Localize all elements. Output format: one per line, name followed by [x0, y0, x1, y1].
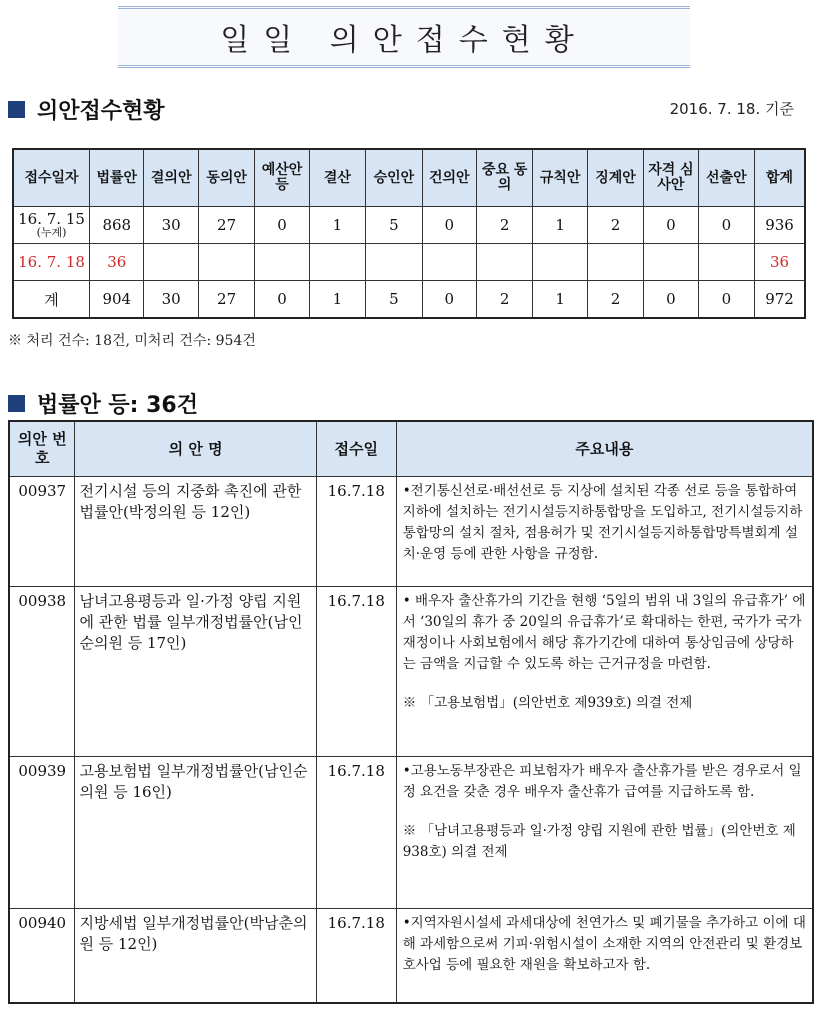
page-title: 일일 의안접수현황 [220, 23, 588, 58]
row-total-label: 계 [13, 281, 90, 319]
section-title: 의안접수현황 [37, 99, 165, 124]
bill-date: 16.7.18 [316, 909, 396, 1003]
col-header: 결산 [309, 149, 365, 207]
table-cell: 0 [644, 207, 698, 244]
table-cell: 1 [533, 281, 587, 319]
col-header: 징계안 [587, 149, 643, 207]
table-row [13, 244, 805, 281]
table-cell [255, 244, 309, 281]
table-cell [422, 244, 476, 281]
table-cell: 2 [587, 281, 643, 319]
table-cell [198, 244, 254, 281]
square-bullet-icon [8, 101, 25, 118]
col-header: 건의안 [422, 149, 476, 207]
col-header: 법률안 [90, 149, 144, 207]
table-row [13, 207, 805, 244]
bill-date: 16.7.18 [316, 757, 396, 909]
bill-summary: •고용노동부장관은 피보험자가 배우자 출산휴가를 받은 경우로서 일정 요건을 갖춘 경우 배우자 출산휴가 급여를 지급하도록 함. [402, 763, 802, 800]
col-header: 자격 심사안 [644, 149, 698, 207]
table-row [13, 281, 805, 319]
table-cell: 5 [366, 207, 422, 244]
bill-summary: • 배우자 출산휴가의 기간을 현행 ‘5일의 범위 내 3일의 유급휴가’ 에서 ‘30일의 휴가 중 20일의 유급휴가’로 확대하는 한편, 국가가 국가재정이나 사회보험에서 해당 휴가기간에 대하여 통상임금에 상당하는 금액을 지급할 수 있도록 하는 근거규정을 마련함. [402, 593, 806, 672]
col-header: 선출안 [698, 149, 754, 207]
summary-header-row [13, 149, 805, 207]
section-heading-bills [8, 388, 198, 419]
bills-table [8, 420, 814, 1004]
col-header: 예산안 등 [255, 149, 309, 207]
col-header: 접수일자 [13, 149, 90, 207]
reference-date: 2016. 7. 18. 기준 [669, 100, 794, 118]
table-row [9, 587, 813, 757]
bill-content-cell [396, 757, 813, 909]
table-cell: 0 [255, 207, 309, 244]
bill-name: 지방세법 일부개정법률안(박남춘의원 등 12인) [75, 909, 316, 1003]
table-cell: 1 [309, 207, 365, 244]
table-cell: 0 [644, 281, 698, 319]
bill-date: 16.7.18 [316, 587, 396, 757]
table-cell [698, 244, 754, 281]
table-cell: 30 [144, 281, 198, 319]
processing-note: ※ 처리 건수: 18건, 미처리 건수: 954건 [8, 333, 256, 349]
table-cell: 36 [90, 244, 144, 281]
bill-number: 00939 [9, 757, 75, 909]
row-date-sub: (누계) [36, 225, 67, 239]
bill-number: 00940 [9, 909, 75, 1003]
section-heading-summary [8, 94, 165, 125]
row-date-cell [13, 207, 90, 244]
table-cell: 904 [90, 281, 144, 319]
col-header: 승인안 [366, 149, 422, 207]
table-cell: 0 [255, 281, 309, 319]
table-cell [144, 244, 198, 281]
col-header-date: 접수일 [316, 421, 396, 477]
section-title: 법률안 등: 36건 [37, 393, 198, 418]
table-cell: 27 [198, 281, 254, 319]
bill-name: 전기시설 등의 지중화 촉진에 관한 법률안(박정의원 등 12인) [75, 477, 316, 587]
col-header: 동의안 [198, 149, 254, 207]
row-date: 16. 7. 18 [13, 244, 90, 281]
square-bullet-icon [8, 395, 25, 412]
table-cell: 972 [755, 281, 805, 319]
table-cell: 868 [90, 207, 144, 244]
table-cell: 1 [309, 281, 365, 319]
col-header-name: 의 안 명 [75, 421, 316, 477]
summary-table [12, 148, 806, 319]
col-header: 중요 동의 [476, 149, 532, 207]
table-cell: 1 [533, 207, 587, 244]
bill-remark: ※ 「남녀고용평등과 일·가정 양립 지원에 관한 법률」(의안번호 제938호) 의결 전제 [402, 823, 796, 860]
col-header: 결의안 [144, 149, 198, 207]
table-cell: 0 [422, 207, 476, 244]
col-header-content: 주요내용 [396, 421, 813, 477]
bill-number: 00938 [9, 587, 75, 757]
table-cell [366, 244, 422, 281]
bill-remark: ※ 「고용보험법」(의안번호 제939호) 의결 전제 [402, 695, 693, 711]
table-cell: 936 [755, 207, 805, 244]
table-cell: 27 [198, 207, 254, 244]
table-row [9, 477, 813, 587]
table-cell [533, 244, 587, 281]
bill-name: 남녀고용평등과 일·가정 양립 지원에 관한 법률 일부개정법률안(남인순의원 등 17인) [75, 587, 316, 757]
col-header: 합계 [755, 149, 805, 207]
table-cell: 0 [422, 281, 476, 319]
col-header-no: 의안 번호 [9, 421, 75, 477]
table-cell: 2 [476, 207, 532, 244]
bill-date: 16.7.18 [316, 477, 396, 587]
table-cell: 2 [587, 207, 643, 244]
table-cell: 2 [476, 281, 532, 319]
table-row [9, 757, 813, 909]
table-cell: 0 [698, 281, 754, 319]
bill-summary: •전기통신선로·배선선로 등 지상에 설치된 각종 선로 등을 통합하여 지하에 설치하는 전기시설등지하통합망을 도입하고, 전기시설등지하통합망의 설치 절차, 점용허가 및 전기시설등지하통합망특별회계 설치·운영 등에 관한 사항을 규정함. [402, 483, 803, 562]
table-cell [476, 244, 532, 281]
bill-number: 00937 [9, 477, 75, 587]
bill-content-cell [396, 587, 813, 757]
table-cell [587, 244, 643, 281]
table-cell: 0 [698, 207, 754, 244]
table-cell [309, 244, 365, 281]
table-cell: 5 [366, 281, 422, 319]
bill-name: 고용보험법 일부개정법률안(남인순의원 등 16인) [75, 757, 316, 909]
bill-content-cell [396, 477, 813, 587]
col-header: 규칙안 [533, 149, 587, 207]
table-cell: 30 [144, 207, 198, 244]
row-date: 16. 7. 15 [18, 209, 85, 228]
bill-content-cell [396, 909, 813, 1003]
bills-header-row [9, 421, 813, 477]
bill-summary: •지역자원시설세 과세대상에 천연가스 및 폐기물을 추가하고 이에 대해 과세함으로써 기피·위험시설이 소재한 지역의 안전관리 및 환경보호사업 등에 필요한 재원을 확보하고자 함. [402, 915, 806, 973]
table-cell [644, 244, 698, 281]
table-row [9, 909, 813, 1003]
page-title-banner [118, 6, 690, 68]
table-cell: 36 [755, 244, 805, 281]
